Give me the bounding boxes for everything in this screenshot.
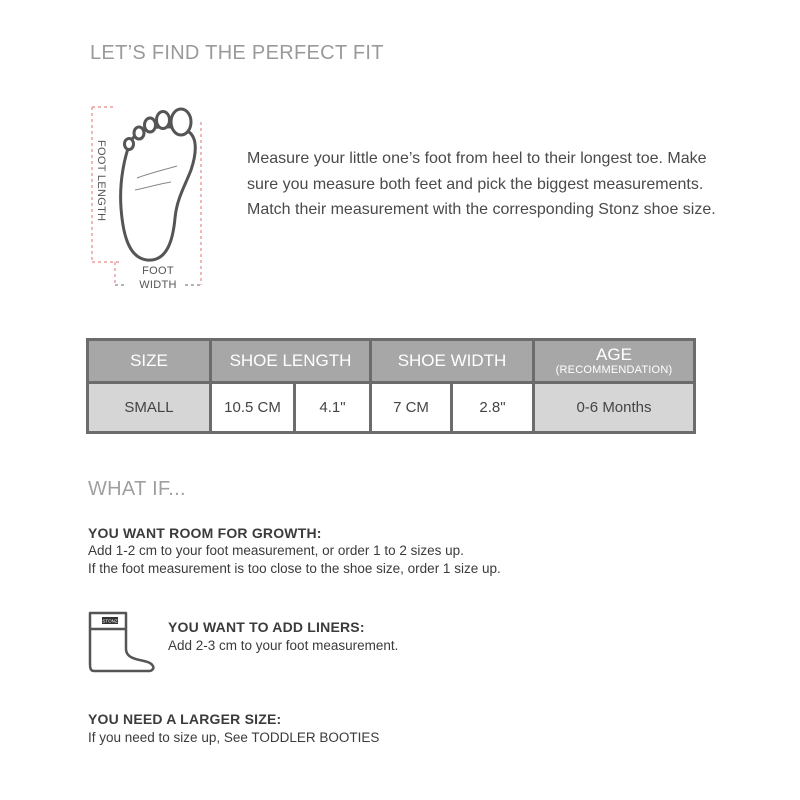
cell-length-in (296, 384, 369, 431)
cell-length-cm (212, 384, 293, 431)
header-shoe-length (212, 341, 369, 381)
what-if-title: WHAT IF... (88, 478, 186, 500)
cell-age (535, 384, 693, 431)
growth-line-2: If the foot measurement is too close to the shoe size, order 1 size up. (88, 561, 501, 576)
cell-width-cm (372, 384, 450, 431)
measurement-instructions: Measure your little one’s foot from heel to their longest toe. Make sure you measure both feet and pick the biggest measurements. Match their measurement with the corresponding Stonz shoe size. (247, 150, 716, 218)
header-age-text: AGE (596, 345, 632, 364)
liners-text: Add 2-3 cm to your foot measurement. (168, 638, 399, 653)
larger-size-heading: YOU NEED A LARGER SIZE: (88, 711, 282, 727)
growth-line-1: Add 1-2 cm to your foot measurement, or order 1 to 2 sizes up. (88, 543, 464, 558)
cell-size (89, 384, 209, 431)
liner-sock-icon (84, 607, 160, 675)
growth-text (88, 542, 708, 578)
cell-age-text: 0-6 Months (576, 399, 652, 416)
cell-width-cm-text: 7 CM (393, 399, 429, 416)
cell-length-cm-text: 10.5 CM (224, 399, 281, 416)
liner-tag-text: STONZ (102, 618, 118, 624)
page-title: LET’S FIND THE PERFECT FIT (90, 42, 384, 64)
larger-size-text: If you need to size up, See TODDLER BOOTIES (88, 730, 380, 745)
cell-width-in-text: 2.8" (479, 399, 506, 416)
foot-width-line1: FOOT (142, 265, 174, 277)
cell-size-text: SMALL (124, 399, 174, 416)
header-size (89, 341, 209, 381)
growth-heading: YOU WANT ROOM FOR GROWTH: (88, 525, 322, 541)
foot-width-label (128, 264, 188, 292)
header-age (535, 341, 693, 381)
foot-length-label: FOOT LENGTH (95, 140, 107, 222)
header-shoe-width (372, 341, 532, 381)
size-chart-table (86, 338, 696, 434)
liners-heading: YOU WANT TO ADD LINERS: (168, 619, 365, 635)
header-size-text: SIZE (130, 351, 168, 370)
foot-width-line2: WIDTH (139, 279, 177, 291)
header-shoe-width-text: SHOE WIDTH (397, 351, 507, 370)
cell-length-in-text: 4.1" (319, 399, 346, 416)
header-age-sub: (RECOMMENDATION) (555, 364, 673, 376)
cell-width-in (453, 384, 532, 431)
header-shoe-length-text: SHOE LENGTH (229, 351, 352, 370)
